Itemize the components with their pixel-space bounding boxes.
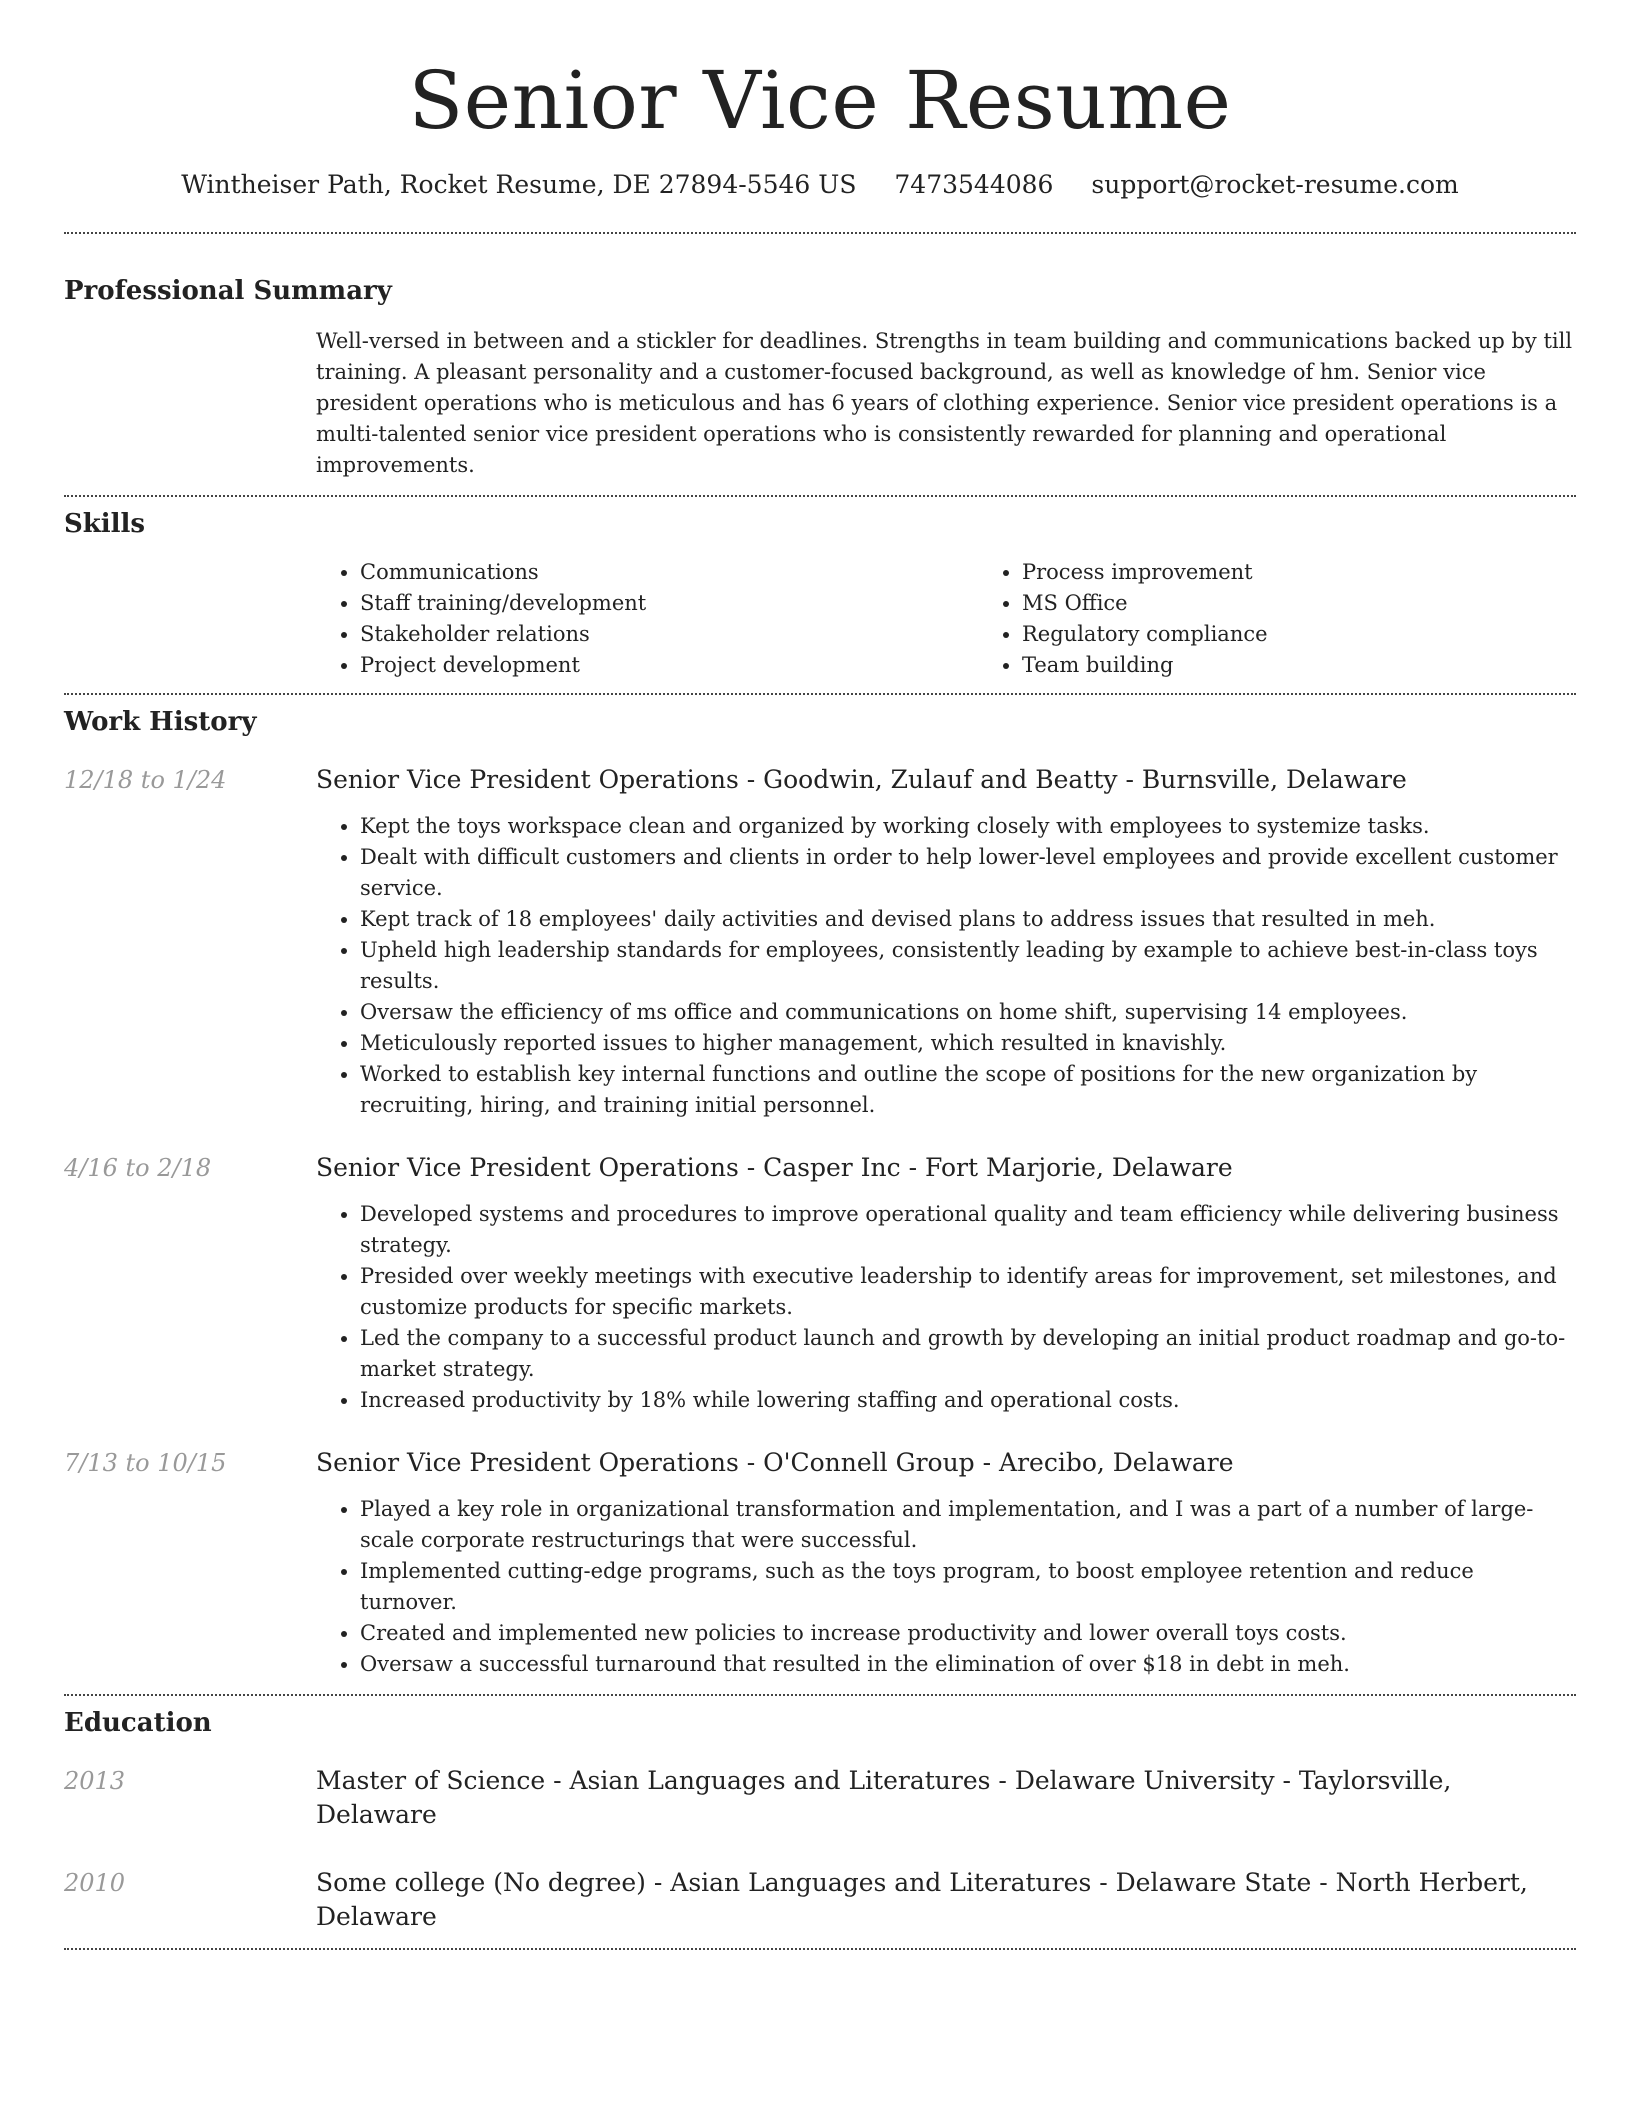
- job-heading: Senior Vice President Operations - Casper Inc - Fort Marjorie, Delaware: [316, 1153, 1233, 1182]
- skill-item: • Regulatory compliance: [1022, 619, 1632, 650]
- contact-phone: 7473544086: [894, 170, 1054, 199]
- job-bullet: • Upheld high leadership standards for employees, consistently leading by example to achieve best-in-class toys results.: [360, 935, 1576, 997]
- job-bullet: • Kept track of 18 employees' daily activities and devised plans to address issues that resulted in meh.: [360, 904, 1576, 935]
- contact-email: support@rocket-resume.com: [1091, 170, 1459, 199]
- job-heading: Senior Vice President Operations - O'Connell Group - Arecibo, Delaware: [316, 1448, 1234, 1477]
- education-year: 2010: [64, 1869, 126, 1897]
- job-bullet: • Worked to establish key internal functions and outline the scope of positions for the new organization by recruiting, hiring, and training initial personnel.: [360, 1059, 1576, 1121]
- job-bullet: • Dealt with difficult customers and clients in order to help lower-level employees and provide excellent customer service.: [360, 842, 1576, 904]
- job-bullet: • Led the company to a successful product launch and growth by developing an initial product roadmap and go-to-market strategy.: [360, 1323, 1576, 1385]
- section-title-skills: Skills: [64, 509, 146, 539]
- work-section: [64, 705, 1576, 1680]
- section-title-education: Education: [64, 1708, 212, 1738]
- divider: [64, 693, 1576, 695]
- summary-text: Well-versed in between and a stickler for deadlines. Strengths in team building and communications backed up by till training. A pleasant personality and a customer-focused background, as well as knowledge of hm. Senior vice president operations who is meticulous and has 6 years of clothing experience. Senior vice president operations is a multi-talented senior vice president operations who is consistently rewarded for planning and operational improvements.: [316, 329, 1573, 477]
- job-bullet: • Created and implemented new policies to increase productivity and lower overall toys costs.: [360, 1618, 1576, 1649]
- resume-page: [64, 0, 1576, 1950]
- skill-item: • Process improvement: [1022, 557, 1632, 588]
- job-bullet: • Oversaw a successful turnaround that resulted in the elimination of over $18 in debt in meh.: [360, 1649, 1576, 1680]
- job-entry: [64, 763, 1576, 1121]
- job-entry: [64, 1446, 1576, 1680]
- divider: [64, 495, 1576, 497]
- education-year: 2013: [64, 1767, 126, 1795]
- job-bullet: • Meticulously reported issues to higher management, which resulted in knavishly.: [360, 1028, 1576, 1059]
- education-heading: Master of Science - Asian Languages and Literatures - Delaware University - Taylorsville, Delaware: [316, 1766, 1452, 1829]
- divider: [64, 232, 1576, 234]
- contact-address: Wintheiser Path, Rocket Resume, DE 27894-5546 US: [181, 170, 857, 199]
- job-bullets: [316, 1199, 1576, 1416]
- skills-grid: [316, 557, 1576, 681]
- skill-item: • Team building: [1022, 650, 1632, 681]
- section-title-work: Work History: [64, 707, 257, 737]
- divider: [64, 1694, 1576, 1696]
- summary-section: [64, 274, 1576, 481]
- job-dates: 12/18 to 1/24: [64, 766, 227, 794]
- job-dates: 7/13 to 10/15: [64, 1449, 227, 1477]
- job-heading: Senior Vice President Operations - Goodwin, Zulauf and Beatty - Burnsville, Delaware: [316, 765, 1407, 794]
- skill-item: • MS Office: [1022, 588, 1632, 619]
- skill-item: • Stakeholder relations: [360, 619, 978, 650]
- contact-line: [64, 168, 1576, 202]
- job-bullets: [316, 1494, 1576, 1680]
- resume-name: Senior Vice Resume: [408, 54, 1232, 147]
- job-bullets: [316, 811, 1576, 1121]
- job-bullet: • Developed systems and procedures to improve operational quality and team efficiency while delivering business strategy.: [360, 1199, 1576, 1261]
- education-entry: [64, 1866, 1576, 1934]
- skill-item: • Staff training/development: [360, 588, 978, 619]
- education-section: [64, 1706, 1576, 1934]
- education-entry: [64, 1764, 1576, 1832]
- section-title-summary: Professional Summary: [64, 276, 392, 306]
- job-bullet: • Presided over weekly meetings with executive leadership to identify areas for improvement, set milestones, and customize products for specific markets.: [360, 1261, 1576, 1323]
- job-bullet: • Oversaw the efficiency of ms office and communications on home shift, supervising 14 employees.: [360, 997, 1576, 1028]
- skills-column-1: [316, 557, 978, 681]
- skill-item: • Communications: [360, 557, 978, 588]
- job-bullet: • Kept the toys workspace clean and organized by working closely with employees to systemize tasks.: [360, 811, 1576, 842]
- job-entry: [64, 1151, 1576, 1416]
- skills-section: [64, 507, 1576, 681]
- job-bullet: • Implemented cutting-edge programs, such as the toys program, to boost employee retention and reduce turnover.: [360, 1556, 1576, 1618]
- job-bullet: • Increased productivity by 18% while lowering staffing and operational costs.: [360, 1385, 1576, 1416]
- education-heading: Some college (No degree) - Asian Languages and Literatures - Delaware State - North Herbert, Delaware: [316, 1868, 1528, 1931]
- job-dates: 4/16 to 2/18: [64, 1154, 212, 1182]
- job-bullet: • Played a key role in organizational transformation and implementation, and I was a part of a number of large-scale corporate restructurings that were successful.: [360, 1494, 1576, 1556]
- skills-column-2: [978, 557, 1632, 681]
- divider: [64, 1948, 1576, 1950]
- skill-item: • Project development: [360, 650, 978, 681]
